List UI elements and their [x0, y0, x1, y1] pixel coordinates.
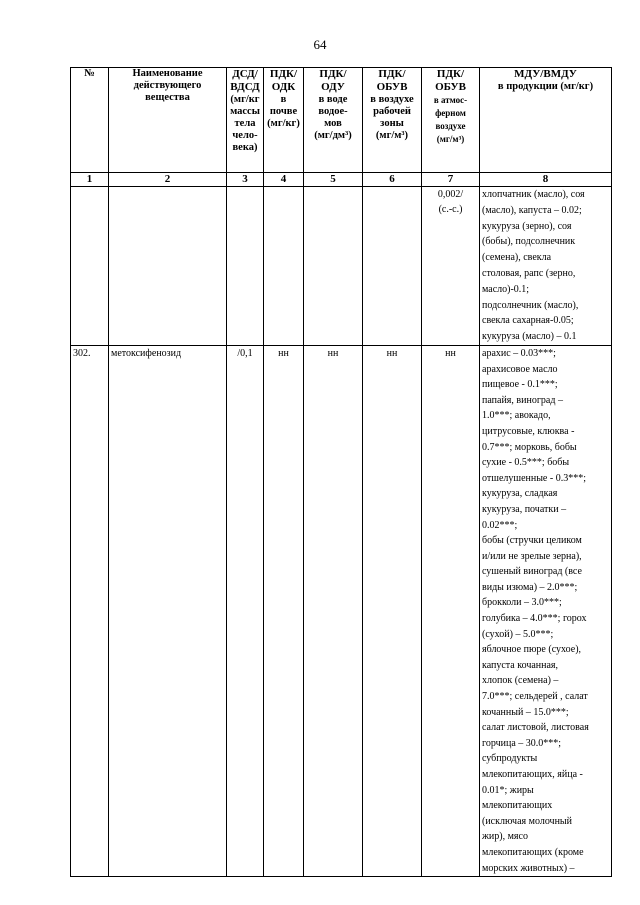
mdu-line: и/или не зрелые зерна),	[482, 550, 582, 562]
column-number-4: 4	[264, 173, 304, 187]
mdu-line: 1.0***; авокадо,	[482, 410, 551, 422]
page-number: 64	[313, 37, 327, 52]
mdu-line: подсолнечник (масло),	[482, 299, 579, 311]
mdu-line: морских животных) –	[482, 862, 575, 874]
header-water-mpc: ПДК/ ОДУ в воде водое- мов (мг/дм³)	[304, 68, 363, 173]
header-substance-name: Наименование действующего вещества	[109, 68, 227, 173]
mdu-line: кукуруза (зерно), соя	[482, 220, 572, 232]
mdu-line: (семена), свекла	[482, 252, 552, 264]
mdu-line: (масло), капуста – 0.02;	[482, 204, 582, 216]
column-number-7: 7	[422, 173, 480, 187]
work-air-value: нн	[363, 345, 422, 876]
dsd-value: /0,1	[227, 345, 264, 876]
mdu-line: брокколи – 3.0***;	[482, 597, 562, 609]
mdu-line: хлопчатник (масло), соя	[482, 189, 585, 200]
header-mrl: МДУ/ВМДУ в продукции (мг/кг)	[480, 68, 612, 173]
mdu-line: млекопитающих	[482, 800, 553, 812]
mdu-line: 0.7***; морковь, бобы	[482, 441, 577, 453]
mdu-line: сухие - 0.5***; бобы	[482, 457, 570, 469]
cell-empty	[227, 187, 264, 346]
mdu-line: млекопитающих, яйца -	[482, 769, 583, 780]
mdu-line: салат листовой, листовая	[482, 722, 589, 734]
mdu-line: бобы (стручки целиком	[482, 535, 582, 547]
cell-empty	[264, 187, 304, 346]
column-number-3: 3	[227, 173, 264, 187]
mdu-list	[482, 346, 609, 876]
mdu-line: масло)-0.1;	[482, 283, 530, 295]
mdu-line: арахисовое масло	[482, 363, 558, 375]
mdu-line: субпродукты	[482, 753, 538, 765]
mdu-line: кукуруза, сладкая	[482, 488, 558, 500]
mdu-line: жир), мясо	[482, 831, 528, 843]
mdu-line: пищевое - 0.1***;	[482, 379, 558, 391]
mdu-line: столовая, рапс (зерно,	[482, 267, 576, 279]
header-atmosphere-mpc: ПДК/ ОБУВ в атмос- ферном воздухе (мг/м³)	[422, 68, 480, 173]
mdu-line: кукуруза, початки –	[482, 503, 567, 515]
header-soil-mpc: ПДК/ ОДК в почве (мг/кг)	[264, 68, 304, 173]
substance-name: метоксифенозид	[109, 345, 227, 876]
mdu-line: отшелушенные - 0.3***;	[482, 472, 586, 484]
column-number-8: 8	[480, 173, 612, 187]
header-work-air-mpc: ПДК/ ОБУВ в воздухе рабочей зоны (мг/м³)	[363, 68, 422, 173]
cell-empty	[304, 187, 363, 346]
column-number-row	[71, 173, 612, 187]
header-row	[71, 68, 612, 173]
atm-air-value: нн	[422, 345, 480, 876]
mdu-line: горчица – 30.0***;	[482, 737, 562, 749]
column-number-6: 6	[363, 173, 422, 187]
water-value: нн	[304, 345, 363, 876]
mdu-line: хлопок (семена) –	[482, 675, 559, 687]
cell-empty	[109, 187, 227, 346]
column-number-1: 1	[71, 173, 109, 187]
mdu-line: (исключая молочный	[482, 815, 573, 827]
cell-empty	[71, 187, 109, 346]
mdu-list	[482, 187, 609, 345]
mdu-line: сушеный виноград (все	[482, 566, 582, 578]
atm-air-cell: 0,002/ (с.-с.)	[422, 187, 480, 346]
mdu-line: млекопитающих (кроме	[482, 846, 584, 858]
soil-value: нн	[264, 345, 304, 876]
mdu-line: (сухой) – 5.0***;	[482, 628, 554, 640]
mdu-line: арахис – 0.03***;	[482, 347, 556, 359]
column-number-5: 5	[304, 173, 363, 187]
mdu-cell	[480, 187, 612, 346]
mdu-line: голубика – 4.0***; горох	[482, 613, 587, 625]
mdu-line: 0.01*; жиры	[482, 784, 534, 796]
mdu-line: кукуруза (масло) – 0.1	[482, 331, 577, 343]
table-row-continuation	[71, 187, 612, 346]
table-row-302	[71, 345, 612, 876]
mdu-line: виды изюма) – 2.0***;	[482, 581, 578, 593]
mdu-line: свекла сахарная-0.05;	[482, 315, 574, 327]
column-number-2: 2	[109, 173, 227, 187]
mdu-line: яблочное пюре (сухое),	[482, 644, 582, 656]
mdu-cell	[480, 345, 612, 876]
mdu-line: 7.0***; сельдерей , салат	[482, 691, 588, 703]
mdu-line: капуста кочанная,	[482, 659, 559, 671]
mdu-line: кочанный – 15.0***;	[482, 706, 569, 718]
pesticide-table	[70, 67, 612, 877]
header-number: №	[71, 68, 109, 173]
cell-empty	[363, 187, 422, 346]
mdu-line: 0.02***;	[482, 519, 518, 531]
mdu-line: папайя, виноград –	[482, 394, 563, 406]
header-dsd: ДСД/ ВДСД (мг/кг массы тела чело- века)	[227, 68, 264, 173]
mdu-line: цитрусовые, клюква -	[482, 425, 575, 437]
mdu-line: (бобы), подсолнечник	[482, 236, 576, 248]
row-number: 302.	[71, 345, 109, 876]
